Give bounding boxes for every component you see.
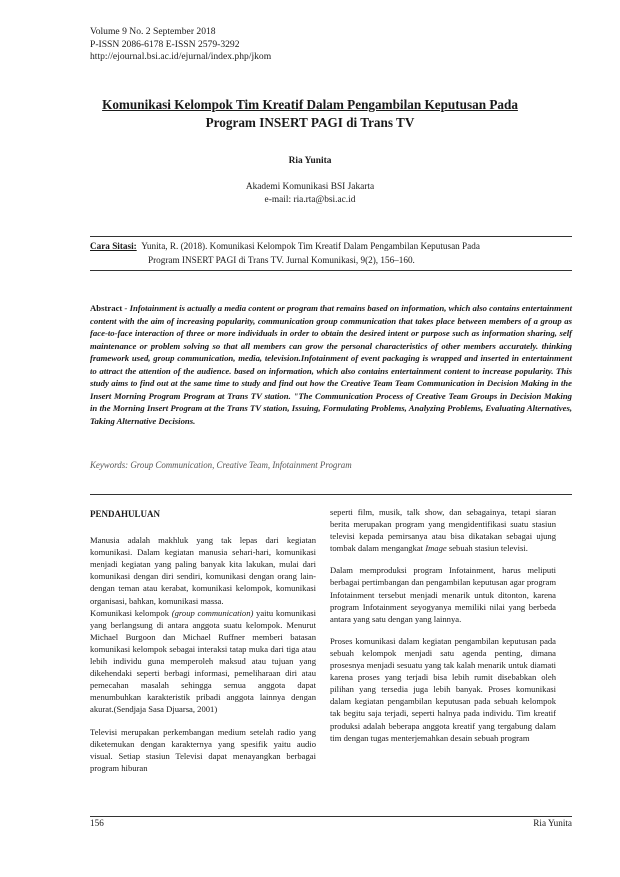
citation-block (90, 240, 572, 267)
paragraph-text: yaitu komunikasi yang berlangsung di antara anggota suatu kelompok. Menurut Michael Burgoon dan Michael Ruffner memberi batasan komunikasi kelompok sebagai interaksi tatap muka dari tiga atau lebih individu guna memperoleh maksud atau tujuan yang dikehendaki seperti berbagi informasi, pemeliharaan diri atau pemecahan masalah sehingga semua anggota dapat menumbuhkan karakteristik pribadi anggota lainnya dengan akurat.(Sendjaja Sasa Djuarsa, 2001) (90, 607, 316, 715)
journal-volume: Volume 9 No. 2 September 2018 (90, 26, 216, 37)
citation-top-divider (90, 236, 572, 237)
journal-url[interactable]: http://ejournal.bsi.ac.id/ejurnal/index.php/jkom (90, 51, 272, 62)
paragraph: Proses komunikasi dalam kegiatan pengambilan keputusan pada sebuah kelompok menjadi satu agenda penting, dimana prosesnya menjadi sesuatu yang tak kalah menarik untuk diamati karena proses yang terjadi bisa lebih rumit disebabkan oleh pilihan yang tersedia juga lebih banyak. Proses komunikasi dalam kegiatan pengambilan keputusan pada sebuah kelompok tak begitu saja terjadi, seperti halnya pada individu. Tim kreatif produksi adalah beberapa anggota kreatif yang tergabung dalam tim dengan tugas menterjemahkan desain sebuah program (330, 635, 556, 743)
paragraph (90, 607, 316, 716)
running-author: Ria Yunita (533, 818, 572, 828)
paper-title (80, 96, 540, 132)
affiliation (0, 181, 620, 207)
title-line-2: Program INSERT PAGI di Trans TV (205, 115, 415, 130)
paragraph-text: sebuah stasiun televisi. (446, 543, 528, 554)
keywords: Keywords: Group Communication, Creative Team, Infotainment Program (90, 460, 352, 470)
citation-bottom-divider (90, 270, 572, 271)
body-column-right (330, 506, 556, 754)
abstract (90, 302, 572, 427)
paragraph-italic: Image (425, 543, 447, 554)
abstract-label: Abstract (90, 303, 123, 313)
affiliation-email[interactable]: e-mail: ria.rta@bsi.ac.id (264, 195, 356, 205)
body-column-left (90, 508, 316, 784)
page-number: 156 (90, 818, 104, 828)
paragraph: Televisi merupakan perkembangan medium setelah radio yang diketemukan dengan karakternya yang spesifik yaitu audio visual. Setiap stasiun Televisi dapat menayangkan berbagai program hiburan (90, 726, 316, 773)
paragraph: Manusia adalah makhluk yang tak lepas dari kegiatan komunikasi. Dalam kegiatan manusia sehari-hari, komunikasi menjadi kegiatan yang paling banyak kita lakukan, mulai dari komunikasi dengan diri sendiri, komunikasi dengan orang lain-dengan teman atau kerabat, komunikasi kelompok, komunikasi organisasi, bahkan, komunikasi massa. (90, 535, 316, 606)
paragraph-text: seperti film, musik, talk show, dan sebagainya, tetapi siaran berita merupakan program yang mengidentifikasi suatu stasiun televisi kepada pemirsanya atau bisa dikatakan sebagai ujung tombak dalam mengangkat (330, 507, 556, 554)
paragraph-italic: (group communication) (171, 607, 254, 618)
citation-line-2: Program INSERT PAGI di Trans TV. Jurnal Komunikasi, 9(2), 156–160. (148, 254, 415, 265)
paragraph: Dalam memproduksi program Infotainment, harus meliputi berbagai pertimbangan dan pengambilan keputusan agar program Infotainment tersebut menjadi menarik untuk ditonton, karena program Infotainment seyogyanya memiliki nilai yang berbeda antara yang satu dengan yang lainnya. (330, 565, 556, 624)
citation-line-1: Yunita, R. (2018). Komunikasi Kelompok Tim Kreatif Dalam Pengambilan Keputusan Pada (141, 241, 480, 251)
paragraph (330, 506, 556, 554)
author-name: Ria Yunita (288, 156, 332, 166)
journal-issn: P-ISSN 2086-6178 E-ISSN 2579-3292 (90, 38, 240, 50)
citation-label: Cara Sitasi: (90, 241, 137, 251)
journal-header (90, 26, 271, 64)
body-divider (90, 494, 572, 495)
paragraph-text: Komunikasi kelompok (90, 607, 172, 618)
section-heading: PENDAHULUAN (90, 509, 161, 519)
affiliation-institution: Akademi Komunikasi BSI Jakarta (245, 182, 375, 192)
title-line-1: Komunikasi Kelompok Tim Kreatif Dalam Pengambilan Keputusan Pada (102, 97, 518, 112)
abstract-text: - Infotainment is actually a media content or program that remains based on information, which also contains entertainment content with the aim of increasing popularity, communication group communication that takes place between members of a group as face-to-face interaction of three or more individuals in order to obtain the desired intent or purpose such as information sharing, self maintenance or problem solving so that all members can grow the personal characteristics of other members accurately. thinking framework used, group communication, media, television.Infotainment of event packaging is wrapped and inserted in entertainment to attract the attention of the audience. based on information, which also contains entertainment content to increase popularity. This study aims to find out at the same time to study and find out how the Creative Team Team Communication in Decision Making in the Insert Morning Program Program at Trans TV station. "The Communication Process of Creative Team Groups in Decision Making in the Morning Insert Program at the Trans TV station, Issuing, Formulating Problems, Analyzing Problems, Evaluating Alternatives, Taking Alternative Decisions. (90, 303, 572, 426)
footer-divider (90, 816, 572, 817)
